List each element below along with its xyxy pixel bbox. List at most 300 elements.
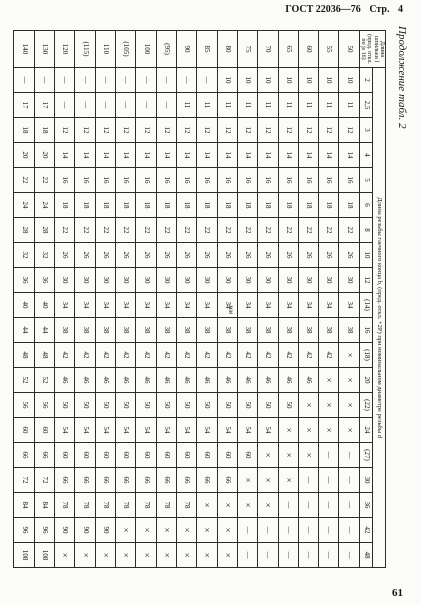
thread-length-cell: 36 xyxy=(14,268,35,293)
thread-length-cell: 22 xyxy=(258,218,278,243)
thread-length-cell: — xyxy=(319,518,339,543)
stud-length-cell: 110 xyxy=(95,31,115,68)
thread-length-cell: 10 xyxy=(217,68,237,93)
thread-length-cell: 18 xyxy=(136,193,156,218)
page-number: 61 xyxy=(392,587,403,599)
thread-length-cell: 26 xyxy=(237,243,257,268)
thread-length-cell: 50 xyxy=(278,393,298,418)
thread-length-cell: 54 xyxy=(197,418,217,443)
thread-length-cell: 66 xyxy=(34,443,54,468)
thread-length-cell: 54 xyxy=(177,418,197,443)
thread-length-cell: 14 xyxy=(197,143,217,168)
thread-length-cell: 60 xyxy=(75,443,95,468)
thread-length-cell: 16 xyxy=(319,168,339,193)
table-row xyxy=(95,31,115,568)
thread-length-cell: 11 xyxy=(258,93,278,118)
thread-length-cell: 54 xyxy=(237,418,257,443)
thread-length-cell: 24 xyxy=(34,193,54,218)
table-continuation-title: Продолжение табл. 2 xyxy=(396,26,408,129)
thread-length-cell: 18 xyxy=(339,193,359,218)
thread-length-cell: 42 xyxy=(197,343,217,368)
thread-length-cell: 108 xyxy=(34,543,54,568)
thread-length-cell: 12 xyxy=(75,118,95,143)
table-row xyxy=(116,31,136,568)
thread-length-cell: × xyxy=(217,543,237,568)
thread-length-cell: 38 xyxy=(237,318,257,343)
thread-length-cell: — xyxy=(298,493,318,518)
thread-length-cell: 22 xyxy=(55,218,75,243)
thread-length-cell: 16 xyxy=(217,168,237,193)
thread-length-cell: 38 xyxy=(278,318,298,343)
thread-length-cell: 42 xyxy=(116,343,136,368)
thread-length-cell: 50 xyxy=(95,393,115,418)
thread-length-cell: 26 xyxy=(258,243,278,268)
thread-length-cell: 16 xyxy=(156,168,176,193)
thread-length-cell: 34 xyxy=(116,293,136,318)
thread-length-cell: 11 xyxy=(298,93,318,118)
thread-length-cell: × xyxy=(319,418,339,443)
thread-length-cell: — xyxy=(177,68,197,93)
diameter-header: (18) xyxy=(359,343,373,368)
thread-length-cell: 28 xyxy=(14,218,35,243)
thread-length-cell: 32 xyxy=(14,243,35,268)
thread-length-cell: 22 xyxy=(237,218,257,243)
thread-length-cell: 42 xyxy=(217,343,237,368)
table-row xyxy=(136,31,156,568)
thread-length-cell: × xyxy=(55,543,75,568)
thread-length-cell: 30 xyxy=(319,268,339,293)
thread-length-cell: 16 xyxy=(258,168,278,193)
unit-label: мм xyxy=(227,305,235,314)
thread-length-cell: 34 xyxy=(156,293,176,318)
thread-length-cell: 14 xyxy=(156,143,176,168)
thread-length-cell: 12 xyxy=(95,118,115,143)
thread-length-cell: — xyxy=(197,68,217,93)
thread-length-cell: 17 xyxy=(14,93,35,118)
thread-length-cell: 90 xyxy=(95,518,115,543)
thread-length-cell: 38 xyxy=(319,318,339,343)
thread-length-cell: 34 xyxy=(339,293,359,318)
diameter-header: 6 xyxy=(359,193,373,218)
thread-length-cell: 16 xyxy=(237,168,257,193)
thread-length-cell: 50 xyxy=(177,393,197,418)
thread-length-cell: 96 xyxy=(14,518,35,543)
thread-length-cell: 26 xyxy=(55,243,75,268)
stud-length-cell: 75 xyxy=(237,31,257,68)
thread-length-cell: — xyxy=(319,543,339,568)
thread-length-cell: 54 xyxy=(136,418,156,443)
thread-length-cell: 66 xyxy=(55,468,75,493)
thread-length-cell: 18 xyxy=(14,118,35,143)
thread-length-cell: 22 xyxy=(197,218,217,243)
thread-length-cell: — xyxy=(319,443,339,468)
thread-length-cell: 60 xyxy=(55,443,75,468)
thread-length-cell: 46 xyxy=(95,368,115,393)
stud-length-cell: 70 xyxy=(258,31,278,68)
thread-length-cell: 26 xyxy=(278,243,298,268)
thread-length-cell: 10 xyxy=(339,68,359,93)
thread-length-cell: — xyxy=(14,68,35,93)
thread-length-cell: — xyxy=(55,68,75,93)
thread-length-cell: 12 xyxy=(197,118,217,143)
diameter-header: (27) xyxy=(359,443,373,468)
thread-length-cell: 42 xyxy=(55,343,75,368)
thread-length-cell: × xyxy=(95,543,115,568)
thread-length-cell: 60 xyxy=(217,443,237,468)
thread-length-cell: 26 xyxy=(197,243,217,268)
thread-length-cell: — xyxy=(298,468,318,493)
thread-length-cell: 34 xyxy=(258,293,278,318)
thread-length-cell: 18 xyxy=(278,193,298,218)
thread-length-cell: 46 xyxy=(156,368,176,393)
stud-thread-length-table xyxy=(13,30,386,568)
diameter-header: 5 xyxy=(359,168,373,193)
thread-length-cell: 38 xyxy=(339,318,359,343)
thread-length-cell: 60 xyxy=(136,443,156,468)
page-header xyxy=(279,4,403,15)
thread-length-cell: 48 xyxy=(14,343,35,368)
thread-length-cell: 14 xyxy=(319,143,339,168)
thread-length-cell: × xyxy=(278,443,298,468)
thread-length-cell: × xyxy=(339,418,359,443)
thread-length-cell: × xyxy=(278,418,298,443)
thread-length-cell: 26 xyxy=(298,243,318,268)
stud-length-cell: 120 xyxy=(55,31,75,68)
thread-length-cell: 24 xyxy=(14,193,35,218)
thread-length-cell: 46 xyxy=(177,368,197,393)
thread-length-cell: 26 xyxy=(177,243,197,268)
thread-length-cell: 30 xyxy=(156,268,176,293)
stud-length-cell: 130 xyxy=(34,31,54,68)
thread-length-cell: 46 xyxy=(258,368,278,393)
thread-length-cell: 26 xyxy=(217,243,237,268)
thread-length-cell: — xyxy=(278,518,298,543)
thread-length-cell: 46 xyxy=(136,368,156,393)
thread-length-cell: 22 xyxy=(14,168,35,193)
thread-length-cell: × xyxy=(298,393,318,418)
thread-length-cell: 30 xyxy=(258,268,278,293)
thread-length-cell: × xyxy=(319,368,339,393)
thread-length-cell: 60 xyxy=(237,443,257,468)
thread-length-cell: 44 xyxy=(34,318,54,343)
thread-length-cell: 14 xyxy=(177,143,197,168)
thread-length-cell: 84 xyxy=(34,493,54,518)
thread-length-cell: 16 xyxy=(55,168,75,193)
thread-length-cell: 46 xyxy=(237,368,257,393)
thread-length-cell: 34 xyxy=(75,293,95,318)
thread-length-cell: 30 xyxy=(116,268,136,293)
thread-length-cell: 16 xyxy=(177,168,197,193)
thread-length-cell: — xyxy=(95,93,115,118)
thread-length-cell: 38 xyxy=(258,318,278,343)
thread-length-cell: × xyxy=(319,393,339,418)
thread-length-cell: 18 xyxy=(156,193,176,218)
thread-length-cell: 60 xyxy=(14,418,35,443)
thread-length-cell: 11 xyxy=(177,93,197,118)
thread-length-cell: — xyxy=(278,543,298,568)
thread-length-cell: 38 xyxy=(55,318,75,343)
stud-length-cell: 60 xyxy=(298,31,318,68)
thread-length-cell: 12 xyxy=(136,118,156,143)
thread-length-cell: 30 xyxy=(75,268,95,293)
thread-length-cell: 11 xyxy=(278,93,298,118)
thread-length-cell: 66 xyxy=(116,468,136,493)
thread-length-cell: 16 xyxy=(339,168,359,193)
thread-length-cell: — xyxy=(156,93,176,118)
thread-length-cell: 78 xyxy=(156,493,176,518)
thread-length-cell: 16 xyxy=(197,168,217,193)
thread-length-cell: × xyxy=(197,543,217,568)
thread-length-cell: 54 xyxy=(258,418,278,443)
thread-length-cell: 34 xyxy=(177,293,197,318)
thread-length-cell: 12 xyxy=(319,118,339,143)
thread-length-cell: 60 xyxy=(197,443,217,468)
thread-length-cell: 44 xyxy=(14,318,35,343)
thread-length-cell: 14 xyxy=(237,143,257,168)
thread-length-cell: 16 xyxy=(278,168,298,193)
thread-length-cell: 56 xyxy=(14,393,35,418)
thread-length-cell: 12 xyxy=(217,118,237,143)
thread-length-cell: 10 xyxy=(278,68,298,93)
thread-length-cell: 78 xyxy=(55,493,75,518)
thread-length-cell: 54 xyxy=(95,418,115,443)
thread-length-cell: 26 xyxy=(339,243,359,268)
thread-length-cell: 72 xyxy=(34,468,54,493)
thread-length-cell: 14 xyxy=(95,143,115,168)
diameter-header: 8 xyxy=(359,218,373,243)
thread-length-cell: 14 xyxy=(55,143,75,168)
thread-length-cell: — xyxy=(258,543,278,568)
thread-length-cell: 14 xyxy=(278,143,298,168)
thread-length-cell: 30 xyxy=(136,268,156,293)
thread-length-cell: 42 xyxy=(237,343,257,368)
thread-length-cell: × xyxy=(136,518,156,543)
thread-length-cell: 40 xyxy=(14,293,35,318)
thread-length-cell: 26 xyxy=(95,243,115,268)
thread-length-cell: 42 xyxy=(136,343,156,368)
thread-length-cell: — xyxy=(278,493,298,518)
rotated-table xyxy=(20,30,386,567)
thread-length-cell: 12 xyxy=(298,118,318,143)
thread-length-cell: 12 xyxy=(278,118,298,143)
thread-length-cell: 26 xyxy=(116,243,136,268)
thread-length-cell: 18 xyxy=(298,193,318,218)
thread-length-cell: × xyxy=(258,468,278,493)
diameter-header: (14) xyxy=(359,293,373,318)
thread-length-cell: 66 xyxy=(217,468,237,493)
table-row xyxy=(278,31,298,568)
thread-length-cell: 42 xyxy=(177,343,197,368)
stud-length-cell: 55 xyxy=(319,31,339,68)
thread-length-cell: 11 xyxy=(339,93,359,118)
thread-length-cell: 78 xyxy=(136,493,156,518)
thread-length-cell: 36 xyxy=(34,268,54,293)
thread-length-cell: 16 xyxy=(75,168,95,193)
header-row-span xyxy=(373,31,386,568)
thread-length-cell: × xyxy=(217,518,237,543)
diameter-header-row xyxy=(359,31,373,568)
thread-length-cell: — xyxy=(339,468,359,493)
thread-length-cell: 22 xyxy=(95,218,115,243)
thread-length-cell: 50 xyxy=(136,393,156,418)
table-row xyxy=(14,31,35,568)
thread-length-cell: 46 xyxy=(75,368,95,393)
thread-length-cell: × xyxy=(116,518,136,543)
thread-length-cell: 52 xyxy=(14,368,35,393)
thread-length-cell: 12 xyxy=(116,118,136,143)
thread-length-cell: 38 xyxy=(75,318,95,343)
thread-length-cell: — xyxy=(55,93,75,118)
thread-length-cell: 18 xyxy=(237,193,257,218)
thread-length-cell: 22 xyxy=(319,218,339,243)
thread-length-cell: 42 xyxy=(95,343,115,368)
thread-length-cell: 78 xyxy=(177,493,197,518)
thread-length-cell: 34 xyxy=(319,293,339,318)
thread-length-cell: — xyxy=(237,543,257,568)
table-row xyxy=(217,31,237,568)
thread-length-cell: 22 xyxy=(34,168,54,193)
thread-length-cell: 42 xyxy=(156,343,176,368)
diameter-header: 48 xyxy=(359,543,373,568)
thread-length-cell: 42 xyxy=(258,343,278,368)
thread-length-cell: 34 xyxy=(278,293,298,318)
thread-length-cell: 12 xyxy=(55,118,75,143)
thread-length-cell: 54 xyxy=(55,418,75,443)
thread-length-cell: 18 xyxy=(319,193,339,218)
thread-length-cell: 96 xyxy=(34,518,54,543)
stud-length-cell: (115) xyxy=(75,31,95,68)
thread-length-cell: 30 xyxy=(95,268,115,293)
thread-length-cell: 50 xyxy=(197,393,217,418)
diameter-header: 3 xyxy=(359,118,373,143)
thread-length-cell: 16 xyxy=(116,168,136,193)
thread-length-cell: × xyxy=(116,543,136,568)
thread-length-cell: 72 xyxy=(14,468,35,493)
diameter-header: 10 xyxy=(359,243,373,268)
thread-length-cell: 11 xyxy=(197,93,217,118)
thread-length-cell: 12 xyxy=(339,118,359,143)
table-row xyxy=(258,31,278,568)
thread-length-cell: × xyxy=(237,493,257,518)
thread-length-cell: — xyxy=(258,518,278,543)
thread-length-cell: — xyxy=(116,68,136,93)
diameter-header: 24 xyxy=(359,418,373,443)
thread-length-cell: × xyxy=(258,443,278,468)
thread-length-cell: 78 xyxy=(116,493,136,518)
table-row xyxy=(339,31,359,568)
thread-length-cell: 10 xyxy=(258,68,278,93)
thread-length-cell: 66 xyxy=(14,443,35,468)
diameter-header: (22) xyxy=(359,393,373,418)
diameter-header: 2,5 xyxy=(359,93,373,118)
table-row xyxy=(298,31,318,568)
thread-length-cell: 14 xyxy=(75,143,95,168)
diameter-header: 16 xyxy=(359,318,373,343)
thread-length-cell: × xyxy=(197,518,217,543)
thread-length-cell: 18 xyxy=(116,193,136,218)
thread-length-cell: 14 xyxy=(116,143,136,168)
thread-length-cell: 50 xyxy=(258,393,278,418)
thread-length-cell: 78 xyxy=(75,493,95,518)
thread-length-cell: 40 xyxy=(34,293,54,318)
thread-length-cell: 50 xyxy=(75,393,95,418)
thread-length-cell: 26 xyxy=(319,243,339,268)
stud-length-cell: (95) xyxy=(156,31,176,68)
thread-length-cell: × xyxy=(177,518,197,543)
thread-length-cell: × xyxy=(136,543,156,568)
thread-length-cell: 26 xyxy=(156,243,176,268)
diameter-header: 12 xyxy=(359,268,373,293)
thread-length-cell: 14 xyxy=(339,143,359,168)
thread-length-cell: 22 xyxy=(298,218,318,243)
thread-length-cell: 22 xyxy=(156,218,176,243)
thread-length-cell: 46 xyxy=(278,368,298,393)
thread-length-cell: 22 xyxy=(339,218,359,243)
thread-length-cell: 32 xyxy=(34,243,54,268)
thread-length-cell: 30 xyxy=(217,268,237,293)
thread-length-cell: 54 xyxy=(75,418,95,443)
thread-length-cell: 46 xyxy=(116,368,136,393)
thread-length-cell: 30 xyxy=(177,268,197,293)
thread-length-cell: 20 xyxy=(34,143,54,168)
thread-length-cell: 10 xyxy=(237,68,257,93)
standard-code: ГОСТ 22036—76 xyxy=(285,4,361,15)
thread-length-cell: — xyxy=(339,493,359,518)
thread-length-cell: 18 xyxy=(34,118,54,143)
thread-length-cell: 34 xyxy=(197,293,217,318)
header-page-number: 4 xyxy=(398,4,403,15)
thread-length-cell: — xyxy=(339,518,359,543)
thread-length-cell: 14 xyxy=(258,143,278,168)
thread-length-cell: 78 xyxy=(95,493,115,518)
diameter-header: 2 xyxy=(359,68,373,93)
thread-length-cell: 60 xyxy=(156,443,176,468)
stud-length-cell: 65 xyxy=(278,31,298,68)
thread-length-cell: × xyxy=(339,343,359,368)
thread-length-cell: × xyxy=(298,443,318,468)
length-column-header: Длина шпильки l (пред. откл. по js 16) xyxy=(359,31,385,68)
thread-length-cell: 12 xyxy=(258,118,278,143)
thread-length-cell: 18 xyxy=(177,193,197,218)
thread-length-cell: × xyxy=(75,543,95,568)
thread-length-cell: 18 xyxy=(95,193,115,218)
thread-length-cell: 30 xyxy=(197,268,217,293)
thread-length-cell: 10 xyxy=(298,68,318,93)
thread-length-cell: 108 xyxy=(14,543,35,568)
thread-length-cell: 11 xyxy=(319,93,339,118)
thread-length-cell: 54 xyxy=(116,418,136,443)
thread-length-cell: 18 xyxy=(55,193,75,218)
table-body xyxy=(14,31,360,568)
thread-length-cell: 17 xyxy=(34,93,54,118)
thread-length-cell: — xyxy=(95,68,115,93)
thread-length-cell: 42 xyxy=(319,343,339,368)
table-row xyxy=(177,31,197,568)
thread-length-cell: 12 xyxy=(237,118,257,143)
thread-length-cell: 18 xyxy=(75,193,95,218)
thread-length-cell: 38 xyxy=(177,318,197,343)
thread-length-cell: — xyxy=(34,68,54,93)
thread-length-cell: 66 xyxy=(95,468,115,493)
page-word: Стр. xyxy=(369,4,390,15)
thread-length-cell: 90 xyxy=(75,518,95,543)
thread-length-cell: 38 xyxy=(136,318,156,343)
thread-length-cell: 28 xyxy=(34,218,54,243)
thread-length-cell: 84 xyxy=(14,493,35,518)
thread-length-cell: × xyxy=(339,393,359,418)
thread-length-cell: 11 xyxy=(217,93,237,118)
thread-length-cell: × xyxy=(177,543,197,568)
